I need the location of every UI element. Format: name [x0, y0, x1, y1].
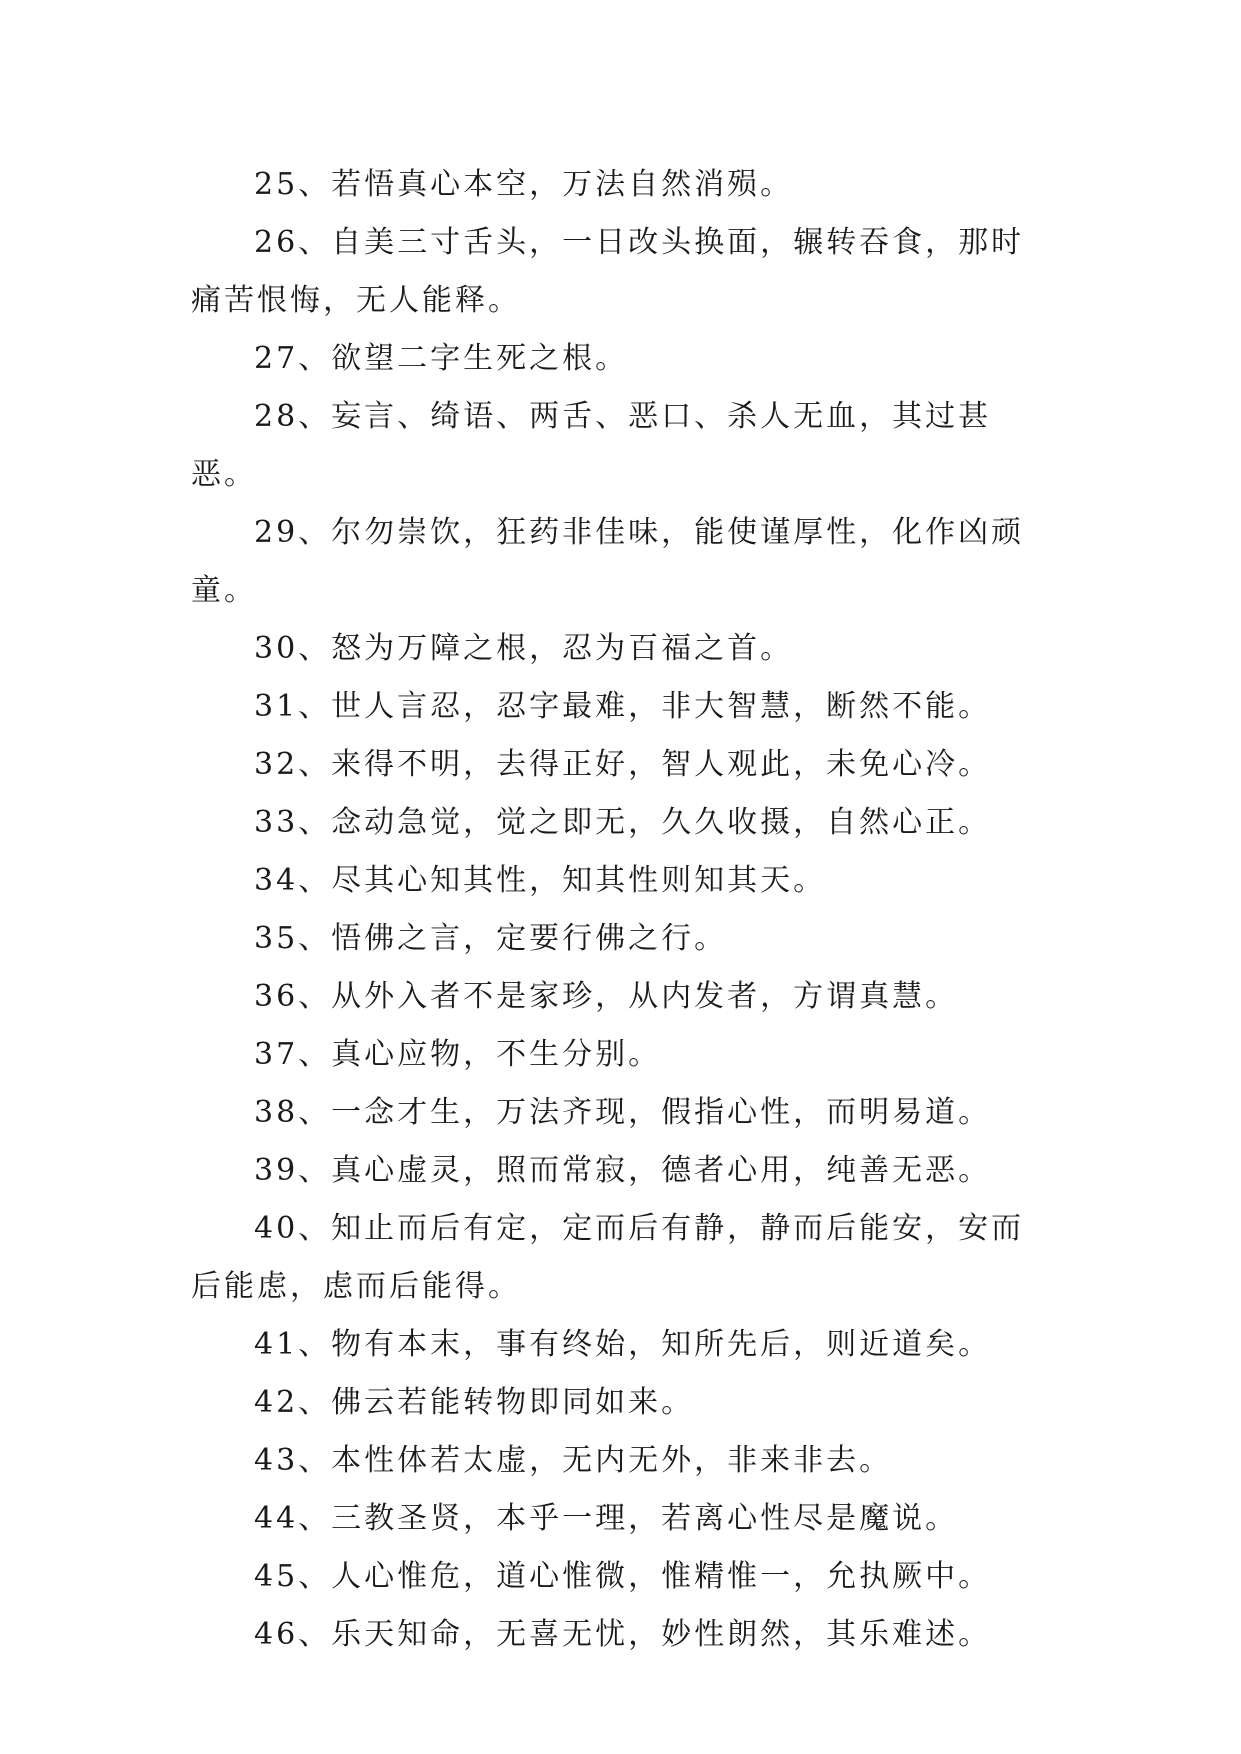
paragraph-33: 33、念动急觉，觉之即无，久久收摄，自然心正。: [254, 805, 992, 840]
paragraph-34: 34、尽其心知其性，知其性则知其天。: [254, 863, 827, 898]
paragraph-27: 27、欲望二字生死之根。: [254, 341, 629, 376]
paragraph-29: 29、尔勿崇饮，狂药非佳味，能使谨厚性，化作凶顽童。: [191, 515, 1025, 608]
paragraph-43: 43、本性体若太虚，无内无外，非来非去。: [254, 1443, 893, 1478]
paragraph-31: 31、世人言忍，忍字最难，非大智慧，断然不能。: [254, 689, 992, 724]
paragraph-40: 40、知止而后有定，定而后有静，静而后能安，安而后能虑，虑而后能得。: [191, 1211, 1025, 1304]
paragraph-45: 45、人心惟危，道心惟微，惟精惟一，允执厥中。: [254, 1559, 992, 1594]
paragraph-46: 46、乐天知命，无喜无忧，妙性朗然，其乐难述。: [254, 1617, 992, 1652]
paragraph-37: 37、真心应物，不生分别。: [254, 1037, 662, 1072]
paragraph-30: 30、怒为万障之根，忍为百福之首。: [254, 631, 794, 666]
paragraph-36: 36、从外入者不是家珍，从内发者，方谓真慧。: [254, 979, 959, 1014]
paragraph-26: 26、自美三寸舌头，一日改头换面，辗转吞食，那时痛苦恨悔，无人能释。: [191, 225, 1025, 318]
paragraph-35: 35、悟佛之言，定要行佛之行。: [254, 921, 728, 956]
paragraph-25: 25、若悟真心本空，万法自然消殒。: [254, 167, 794, 202]
document-body: [191, 156, 1051, 1664]
paragraph-32: 32、来得不明，去得正好，智人观此，未免心冷。: [254, 747, 992, 782]
paragraph-38: 38、一念才生，万法齐现，假指心性，而明易道。: [254, 1095, 992, 1130]
paragraph-41: 41、物有本末，事有终始，知所先后，则近道矣。: [254, 1327, 992, 1362]
paragraph-42: 42、佛云若能转物即同如来。: [254, 1385, 695, 1420]
paragraph-28: 28、妄言、绮语、两舌、恶口、杀人无血，其过甚恶。: [191, 399, 992, 492]
paragraph-44: 44、三教圣贤，本乎一理，若离心性尽是魔说。: [254, 1501, 959, 1536]
paragraph-39: 39、真心虚灵，照而常寂，德者心用，纯善无恶。: [254, 1153, 992, 1188]
